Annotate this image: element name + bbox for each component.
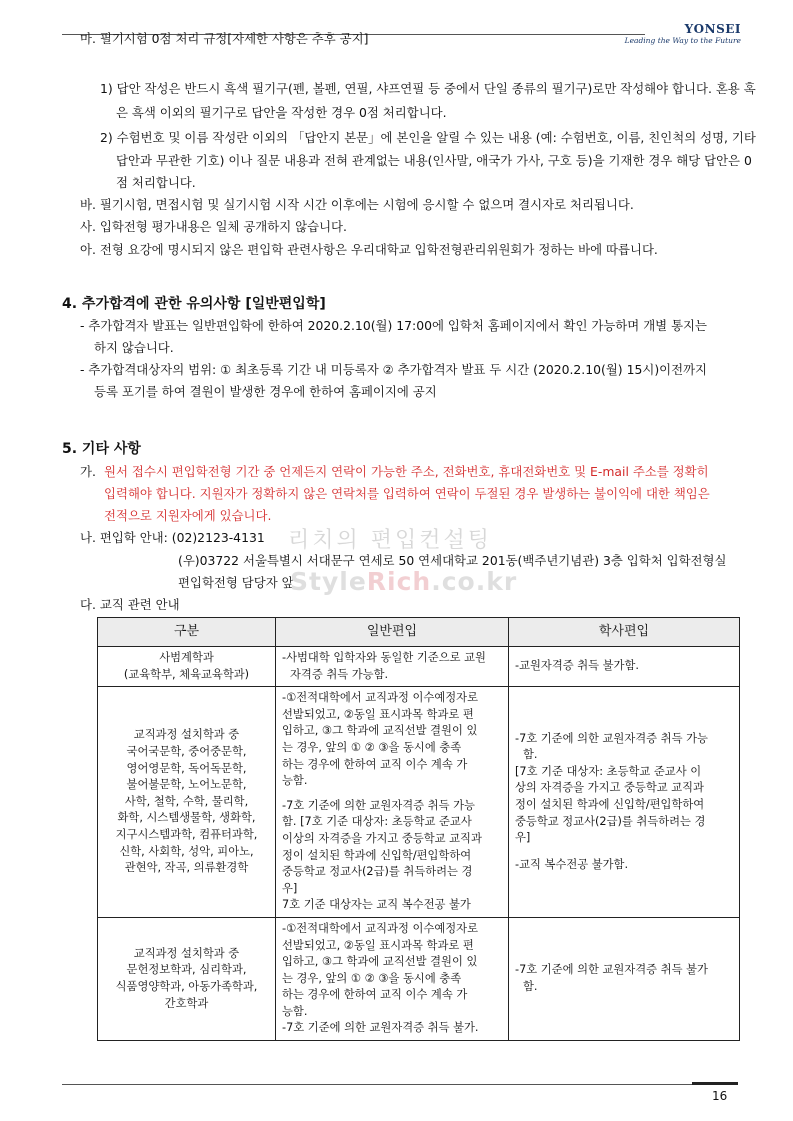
row2-general-line: 선발되었고, ②동일 표시과목 학과로 편 xyxy=(282,707,474,721)
section5-ga-prefix: 가. xyxy=(80,464,96,479)
table-row xyxy=(98,687,740,918)
row2-general-line: -7호 기준에 의한 교원자격증 취득 가능 xyxy=(282,798,475,812)
row1-bachelor: -교원자격증 취득 불가함. xyxy=(509,647,740,687)
row1-category-line2: (교육학부, 체육교육학과) xyxy=(123,667,250,681)
section5-na: 나. 편입학 안내: (02)2123-4131 xyxy=(80,530,265,545)
row3-category-line: 교직과정 설치학과 중 xyxy=(133,946,240,960)
table-header-general: 일반편입 xyxy=(276,618,509,647)
row3-bachelor-line: 함. xyxy=(523,979,538,993)
section5-da: 다. 교직 관련 안내 xyxy=(80,597,180,612)
row3-category-line: 식품영양학과, 아동가족학과, xyxy=(115,979,258,993)
row3-bachelor xyxy=(509,917,740,1040)
yonsei-logo xyxy=(625,22,741,45)
row3-category-line: 간호학과 xyxy=(164,996,209,1010)
row2-bachelor-line: -7호 기준에 의한 교원자격증 취득 가능 xyxy=(515,731,708,745)
row2-general-line: 함. [7호 기준 대상자: 초등학교 준교사 xyxy=(282,815,472,829)
row1-general-line1: -사범대학 입학자와 동일한 기준으로 교원 xyxy=(282,651,486,664)
table-header-row xyxy=(98,618,740,647)
row2-category-line: 사학, 철학, 수학, 물리학, xyxy=(124,794,249,808)
page-number: 16 xyxy=(712,1089,728,1103)
row2-general-line: 7호 기준 대상자는 교직 복수전공 불가 xyxy=(282,898,471,912)
row2-general xyxy=(276,687,509,918)
table-header-category: 구분 xyxy=(98,618,276,647)
section4-item2-line2: 등록 포기를 하여 결원이 발생한 경우에 한하여 홈페이지에 공지 xyxy=(94,384,437,399)
row2-category-line: 국어국문학, 중어중문학, xyxy=(126,744,247,758)
row2-general-line: 중등학교 정교사(2급)를 취득하려는 경 xyxy=(282,865,473,879)
row3-general-line: -7호 기준에 의한 교원자격증 취득 불가. xyxy=(282,1021,479,1035)
row1-general-line2: 자격증 취득 가능함. xyxy=(290,667,389,681)
row2-category xyxy=(98,687,276,918)
row1-category xyxy=(98,647,276,687)
section5-na-address-line2: 편입학전형 담당자 앞 xyxy=(178,575,294,590)
row1-general xyxy=(276,647,509,687)
section4-item2-line1: - 추가합격대상자의 범위: ① 최초등록 기간 내 미등록자 ② 추가합격자 발표 두 시간 (2020.2.10(월) 15시)이전까지 xyxy=(80,362,708,377)
watermark-domain: .co.kr xyxy=(431,567,518,596)
rule-ma-1-line1: 1) 답안 작성은 반드시 흑색 필기구(펜, 볼펜, 연필, 샤프연필 등 중에서 단일 종류의 필기구)로만 작성해야 합니다. 혼용 혹 xyxy=(100,81,756,96)
row2-bachelor-line: -교직 복수전공 불가함. xyxy=(515,857,629,871)
section4-item1-line1: - 추가합격자 발표는 일반편입학에 한하여 2020.2.10(월) 17:00에 입학처 홈페이지에서 확인 가능하며 개별 통지는 xyxy=(80,318,707,333)
row3-general-line: -①전적대학에서 교직과정 이수예정자로 xyxy=(282,921,478,935)
table-header-bachelor: 학사편입 xyxy=(509,618,740,647)
row2-category-line: 교직과정 설치학과 중 xyxy=(133,728,240,742)
logo-name: YONSEI xyxy=(684,22,741,36)
row2-category-line: 지구시스템과학, 컴퓨터과학, xyxy=(115,827,258,841)
footer-rule xyxy=(62,1084,738,1085)
row2-category-line: 신학, 사회학, 성악, 피아노, xyxy=(119,844,254,858)
rule-ma-2-line1: 2) 수험번호 및 이름 작성란 이외의 「답안지 본문」에 본인을 알릴 수 있는 내용 (예: 수험번호, 이름, 친인척의 성명, 기타 xyxy=(100,130,756,145)
row2-general-line: 하는 경우에 한하여 교직 이수 계속 가 xyxy=(282,757,468,771)
row3-category xyxy=(98,917,276,1040)
row3-general-line: 선발되었고, ②동일 표시과목 학과로 편 xyxy=(282,938,474,952)
row3-bachelor-line: -7호 기준에 의한 교원자격증 취득 불가 xyxy=(515,963,708,977)
rule-ma-1-line2: 은 흑색 이외의 필기구로 답안을 작성한 경우 0점 처리합니다. xyxy=(116,105,447,120)
row2-general-line: 는 경우, 앞의 ① ② ③을 동시에 충족 xyxy=(282,740,462,754)
row2-bachelor-line: 정이 설치된 학과에 신입학/편입학하여 xyxy=(515,798,705,812)
section5-ga-line3: 전적으로 지원자에게 있습니다. xyxy=(104,508,272,523)
row2-category-line: 관현악, 작곡, 의류환경학 xyxy=(124,861,249,875)
row2-general-line: -①전적대학에서 교직과정 이수예정자로 xyxy=(282,691,478,705)
row2-general-line: 정이 설치된 학과에 신입학/편입학하여 xyxy=(282,848,472,862)
watermark-line2 xyxy=(290,567,517,596)
table-row xyxy=(98,647,740,687)
row3-general xyxy=(276,917,509,1040)
logo-tagline: Leading the Way to the Future xyxy=(624,36,741,45)
teaching-cert-table xyxy=(97,617,740,1041)
section5-ga-line2: 입력해야 합니다. 지원자가 정확하지 않은 연락처를 입력하여 연락이 두절된 경우 발생하는 불이익에 대한 책임은 xyxy=(104,486,710,501)
rule-sa: 사. 입학전형 평가내용은 일체 공개하지 않습니다. xyxy=(80,219,347,234)
table-row xyxy=(98,917,740,1040)
watermark-rich: Rich xyxy=(366,567,432,596)
row3-general-line: 는 경우, 앞의 ① ② ③을 동시에 충족 xyxy=(282,971,462,985)
row2-bachelor-line: [7호 기준 대상자: 초등학교 준교사 이 xyxy=(515,764,702,778)
rule-ma: 마. 필기시험 0점 처리 규정[자세한 사항은 추후 공지] xyxy=(80,31,369,46)
rule-ma-2-line2: 답안과 무관한 기호) 이나 질문 내용과 전혀 관계없는 내용(인사말, 애국가 가사, 구호 등)을 기재한 경우 해당 답안은 0 xyxy=(116,153,752,168)
row2-bachelor-line: 중등학교 정교사(2급)를 취득하려는 경 xyxy=(515,814,706,828)
row2-bachelor-line: 함. xyxy=(523,748,538,762)
row2-bachelor-line: 상의 자격증을 가지고 중등학교 교직과 xyxy=(515,781,704,795)
row2-category-line: 불어불문학, 노어노문학, xyxy=(126,778,247,792)
row2-general-line: 이상의 자격증을 가지고 중등학교 교직과 xyxy=(282,831,482,845)
row3-category-line: 문헌정보학과, 심리학과, xyxy=(126,963,247,977)
row3-general-line: 하는 경우에 한하여 교직 이수 계속 가 xyxy=(282,988,468,1002)
rule-ba: 바. 필기시험, 면접시험 및 실기시험 시작 시간 이후에는 시험에 응시할 수 없으며 결시자로 처리됩니다. xyxy=(80,197,634,212)
row2-general-line: 입하고, ③그 학과에 교직선발 결원이 있 xyxy=(282,724,478,738)
row3-general-line: 입하고, ③그 학과에 교직선발 결원이 있 xyxy=(282,955,478,969)
rule-ma-2-line3: 점 처리합니다. xyxy=(116,175,196,190)
row2-general-line: 능함. xyxy=(282,774,308,788)
section5-title: 5. 기타 사항 xyxy=(62,441,141,457)
rule-a: 아. 전형 요강에 명시되지 않은 편입학 관련사항은 우리대학교 입학전형관리위원회가 정하는 바에 따릅니다. xyxy=(80,242,658,257)
footer-accent-rule xyxy=(692,1082,738,1085)
row2-bachelor-line: 우] xyxy=(515,831,531,845)
row1-category-line1: 사범계학과 xyxy=(159,651,214,664)
row2-bachelor xyxy=(509,687,740,918)
section4-item1-line2: 하지 않습니다. xyxy=(94,340,174,355)
row2-category-line: 화학, 시스템생물학, 생화학, xyxy=(117,811,256,825)
section5-ga-line1: 원서 접수시 편입학전형 기간 중 언제든지 연락이 가능한 주소, 전화번호, 휴대전화번호 및 E-mail 주소를 정확히 xyxy=(104,464,709,479)
row3-general-line: 능함. xyxy=(282,1004,308,1018)
section4-title: 4. 추가합격에 관한 유의사항 [일반편입학] xyxy=(62,296,326,312)
row2-general-line: 우] xyxy=(282,881,298,895)
watermark-line1: 리치의 편입컨설팅 xyxy=(288,528,493,553)
watermark-style: Style xyxy=(290,567,367,596)
row2-category-line: 영어영문학, 독어독문학, xyxy=(126,761,247,775)
section5-na-address-line1: (우)03722 서울특별시 서대문구 연세로 50 연세대학교 201동(백주년기념관) 3층 입학처 입학전형실 xyxy=(178,553,727,568)
